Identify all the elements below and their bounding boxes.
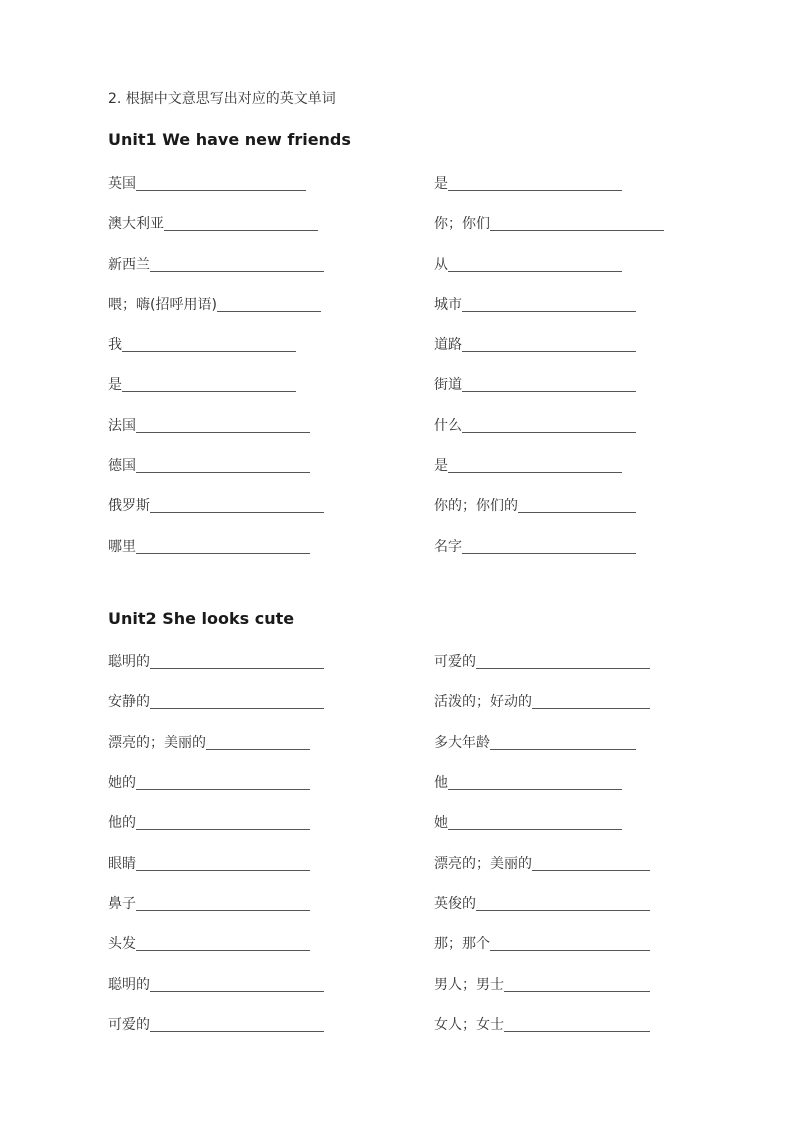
word-prompt bbox=[108, 172, 306, 194]
answer-blank[interactable] bbox=[462, 311, 636, 312]
answer-blank[interactable] bbox=[504, 991, 650, 992]
word-prompt bbox=[108, 1013, 324, 1035]
prompt-label: 喂；嗨(招呼用语) bbox=[108, 297, 217, 313]
prompt-label: 她的 bbox=[108, 775, 136, 791]
prompt-label: 我 bbox=[108, 337, 122, 353]
word-prompt bbox=[434, 973, 650, 995]
word-prompt bbox=[434, 650, 650, 672]
answer-blank[interactable] bbox=[504, 1031, 650, 1032]
worksheet-row bbox=[0, 690, 800, 712]
word-prompt bbox=[108, 454, 310, 476]
answer-blank[interactable] bbox=[476, 910, 650, 911]
answer-blank[interactable] bbox=[462, 391, 636, 392]
prompt-label: 她 bbox=[434, 815, 448, 831]
prompt-label: 男人；男士 bbox=[434, 977, 504, 993]
word-prompt bbox=[434, 414, 636, 436]
word-prompt bbox=[434, 535, 636, 557]
answer-blank[interactable] bbox=[476, 668, 650, 669]
prompt-label: 安静的 bbox=[108, 694, 150, 710]
word-prompt bbox=[434, 771, 622, 793]
worksheet-row bbox=[0, 650, 800, 672]
answer-blank[interactable] bbox=[150, 668, 324, 669]
word-prompt bbox=[434, 892, 650, 914]
prompt-label: 头发 bbox=[108, 936, 136, 952]
prompt-label: 可爱的 bbox=[108, 1017, 150, 1033]
worksheet-row bbox=[0, 373, 800, 395]
worksheet-row bbox=[0, 892, 800, 914]
answer-blank[interactable] bbox=[122, 351, 296, 352]
word-prompt bbox=[434, 731, 636, 753]
word-prompt bbox=[108, 650, 324, 672]
word-prompt bbox=[108, 373, 296, 395]
prompt-label: 你；你们 bbox=[434, 216, 490, 232]
word-prompt bbox=[108, 852, 310, 874]
answer-blank[interactable] bbox=[206, 749, 310, 750]
answer-blank[interactable] bbox=[136, 432, 310, 433]
answer-blank[interactable] bbox=[136, 950, 310, 951]
word-prompt bbox=[108, 535, 310, 557]
word-prompt bbox=[434, 852, 650, 874]
answer-blank[interactable] bbox=[490, 950, 650, 951]
prompt-label: 眼睛 bbox=[108, 856, 136, 872]
worksheet-row bbox=[0, 333, 800, 355]
answer-blank[interactable] bbox=[217, 311, 321, 312]
prompt-label: 是 bbox=[108, 377, 122, 393]
word-prompt bbox=[434, 494, 636, 516]
prompt-label: 澳大利亚 bbox=[108, 216, 164, 232]
prompt-label: 漂亮的；美丽的 bbox=[434, 856, 532, 872]
word-prompt bbox=[434, 253, 622, 275]
prompt-label: 他的 bbox=[108, 815, 136, 831]
answer-blank[interactable] bbox=[532, 708, 650, 709]
answer-blank[interactable] bbox=[490, 749, 636, 750]
worksheet-row bbox=[0, 771, 800, 793]
prompt-label: 新西兰 bbox=[108, 257, 150, 273]
prompt-label: 什么 bbox=[434, 418, 462, 434]
worksheet-row bbox=[0, 293, 800, 315]
word-prompt bbox=[108, 212, 318, 234]
word-prompt bbox=[108, 892, 310, 914]
answer-blank[interactable] bbox=[150, 512, 324, 513]
exercise-instruction: 2. 根据中文意思写出对应的英文单词 bbox=[108, 91, 336, 107]
prompt-label: 英国 bbox=[108, 176, 136, 192]
worksheet-row bbox=[0, 212, 800, 234]
prompt-label: 他 bbox=[434, 775, 448, 791]
word-prompt bbox=[434, 172, 622, 194]
word-prompt bbox=[434, 333, 636, 355]
answer-blank[interactable] bbox=[448, 789, 622, 790]
prompt-label: 街道 bbox=[434, 377, 462, 393]
answer-blank[interactable] bbox=[448, 472, 622, 473]
prompt-label: 活泼的；好动的 bbox=[434, 694, 532, 710]
answer-blank[interactable] bbox=[462, 351, 636, 352]
answer-blank[interactable] bbox=[136, 829, 310, 830]
worksheet-row bbox=[0, 535, 800, 557]
word-prompt bbox=[108, 811, 310, 833]
prompt-label: 英俊的 bbox=[434, 896, 476, 912]
worksheet-row bbox=[0, 811, 800, 833]
prompt-label: 哪里 bbox=[108, 539, 136, 555]
prompt-label: 鼻子 bbox=[108, 896, 136, 912]
answer-blank[interactable] bbox=[136, 870, 310, 871]
answer-blank[interactable] bbox=[150, 271, 324, 272]
prompt-label: 你的；你们的 bbox=[434, 498, 518, 514]
answer-blank[interactable] bbox=[150, 708, 324, 709]
prompt-label: 德国 bbox=[108, 458, 136, 474]
prompt-label: 漂亮的；美丽的 bbox=[108, 735, 206, 751]
word-prompt bbox=[434, 811, 622, 833]
answer-blank[interactable] bbox=[490, 230, 664, 231]
prompt-label: 女人；女士 bbox=[434, 1017, 504, 1033]
answer-blank[interactable] bbox=[448, 190, 622, 191]
word-prompt bbox=[434, 212, 664, 234]
worksheet-row bbox=[0, 494, 800, 516]
prompt-label: 城市 bbox=[434, 297, 462, 313]
answer-blank[interactable] bbox=[136, 190, 306, 191]
prompt-label: 道路 bbox=[434, 337, 462, 353]
prompt-label: 是 bbox=[434, 458, 448, 474]
prompt-label: 可爱的 bbox=[434, 654, 476, 670]
word-prompt bbox=[108, 932, 310, 954]
answer-blank[interactable] bbox=[448, 829, 622, 830]
unit1-title: Unit1 We have new friends bbox=[108, 130, 351, 149]
prompt-label: 法国 bbox=[108, 418, 136, 434]
worksheet-row bbox=[0, 253, 800, 275]
word-prompt bbox=[108, 973, 324, 995]
prompt-label: 名字 bbox=[434, 539, 462, 555]
worksheet-row bbox=[0, 414, 800, 436]
worksheet-row bbox=[0, 973, 800, 995]
worksheet-row bbox=[0, 454, 800, 476]
answer-blank[interactable] bbox=[150, 1031, 324, 1032]
worksheet-row bbox=[0, 1013, 800, 1035]
word-prompt bbox=[434, 690, 650, 712]
word-prompt bbox=[108, 253, 324, 275]
answer-blank[interactable] bbox=[518, 512, 636, 513]
word-prompt bbox=[434, 454, 622, 476]
prompt-label: 多大年龄 bbox=[434, 735, 490, 751]
word-prompt bbox=[434, 932, 650, 954]
word-prompt bbox=[434, 293, 636, 315]
worksheet-row bbox=[0, 731, 800, 753]
word-prompt bbox=[108, 731, 310, 753]
unit2-title: Unit2 She looks cute bbox=[108, 609, 295, 628]
prompt-label: 聪明的 bbox=[108, 654, 150, 670]
answer-blank[interactable] bbox=[448, 271, 622, 272]
answer-blank[interactable] bbox=[462, 553, 636, 554]
word-prompt bbox=[108, 293, 321, 315]
worksheet-row bbox=[0, 932, 800, 954]
answer-blank[interactable] bbox=[150, 991, 324, 992]
word-prompt bbox=[108, 690, 324, 712]
answer-blank[interactable] bbox=[122, 391, 296, 392]
answer-blank[interactable] bbox=[136, 910, 310, 911]
word-prompt bbox=[108, 494, 324, 516]
prompt-label: 俄罗斯 bbox=[108, 498, 150, 514]
prompt-label: 从 bbox=[434, 257, 448, 273]
word-prompt bbox=[108, 333, 296, 355]
word-prompt bbox=[434, 373, 636, 395]
worksheet-row bbox=[0, 172, 800, 194]
word-prompt bbox=[108, 414, 310, 436]
word-prompt bbox=[434, 1013, 650, 1035]
prompt-label: 聪明的 bbox=[108, 977, 150, 993]
prompt-label: 那；那个 bbox=[434, 936, 490, 952]
answer-blank[interactable] bbox=[136, 472, 310, 473]
worksheet-row bbox=[0, 852, 800, 874]
prompt-label: 是 bbox=[434, 176, 448, 192]
answer-blank[interactable] bbox=[462, 432, 636, 433]
answer-blank[interactable] bbox=[136, 789, 310, 790]
answer-blank[interactable] bbox=[532, 870, 650, 871]
answer-blank[interactable] bbox=[136, 553, 310, 554]
word-prompt bbox=[108, 771, 310, 793]
answer-blank[interactable] bbox=[164, 230, 318, 231]
